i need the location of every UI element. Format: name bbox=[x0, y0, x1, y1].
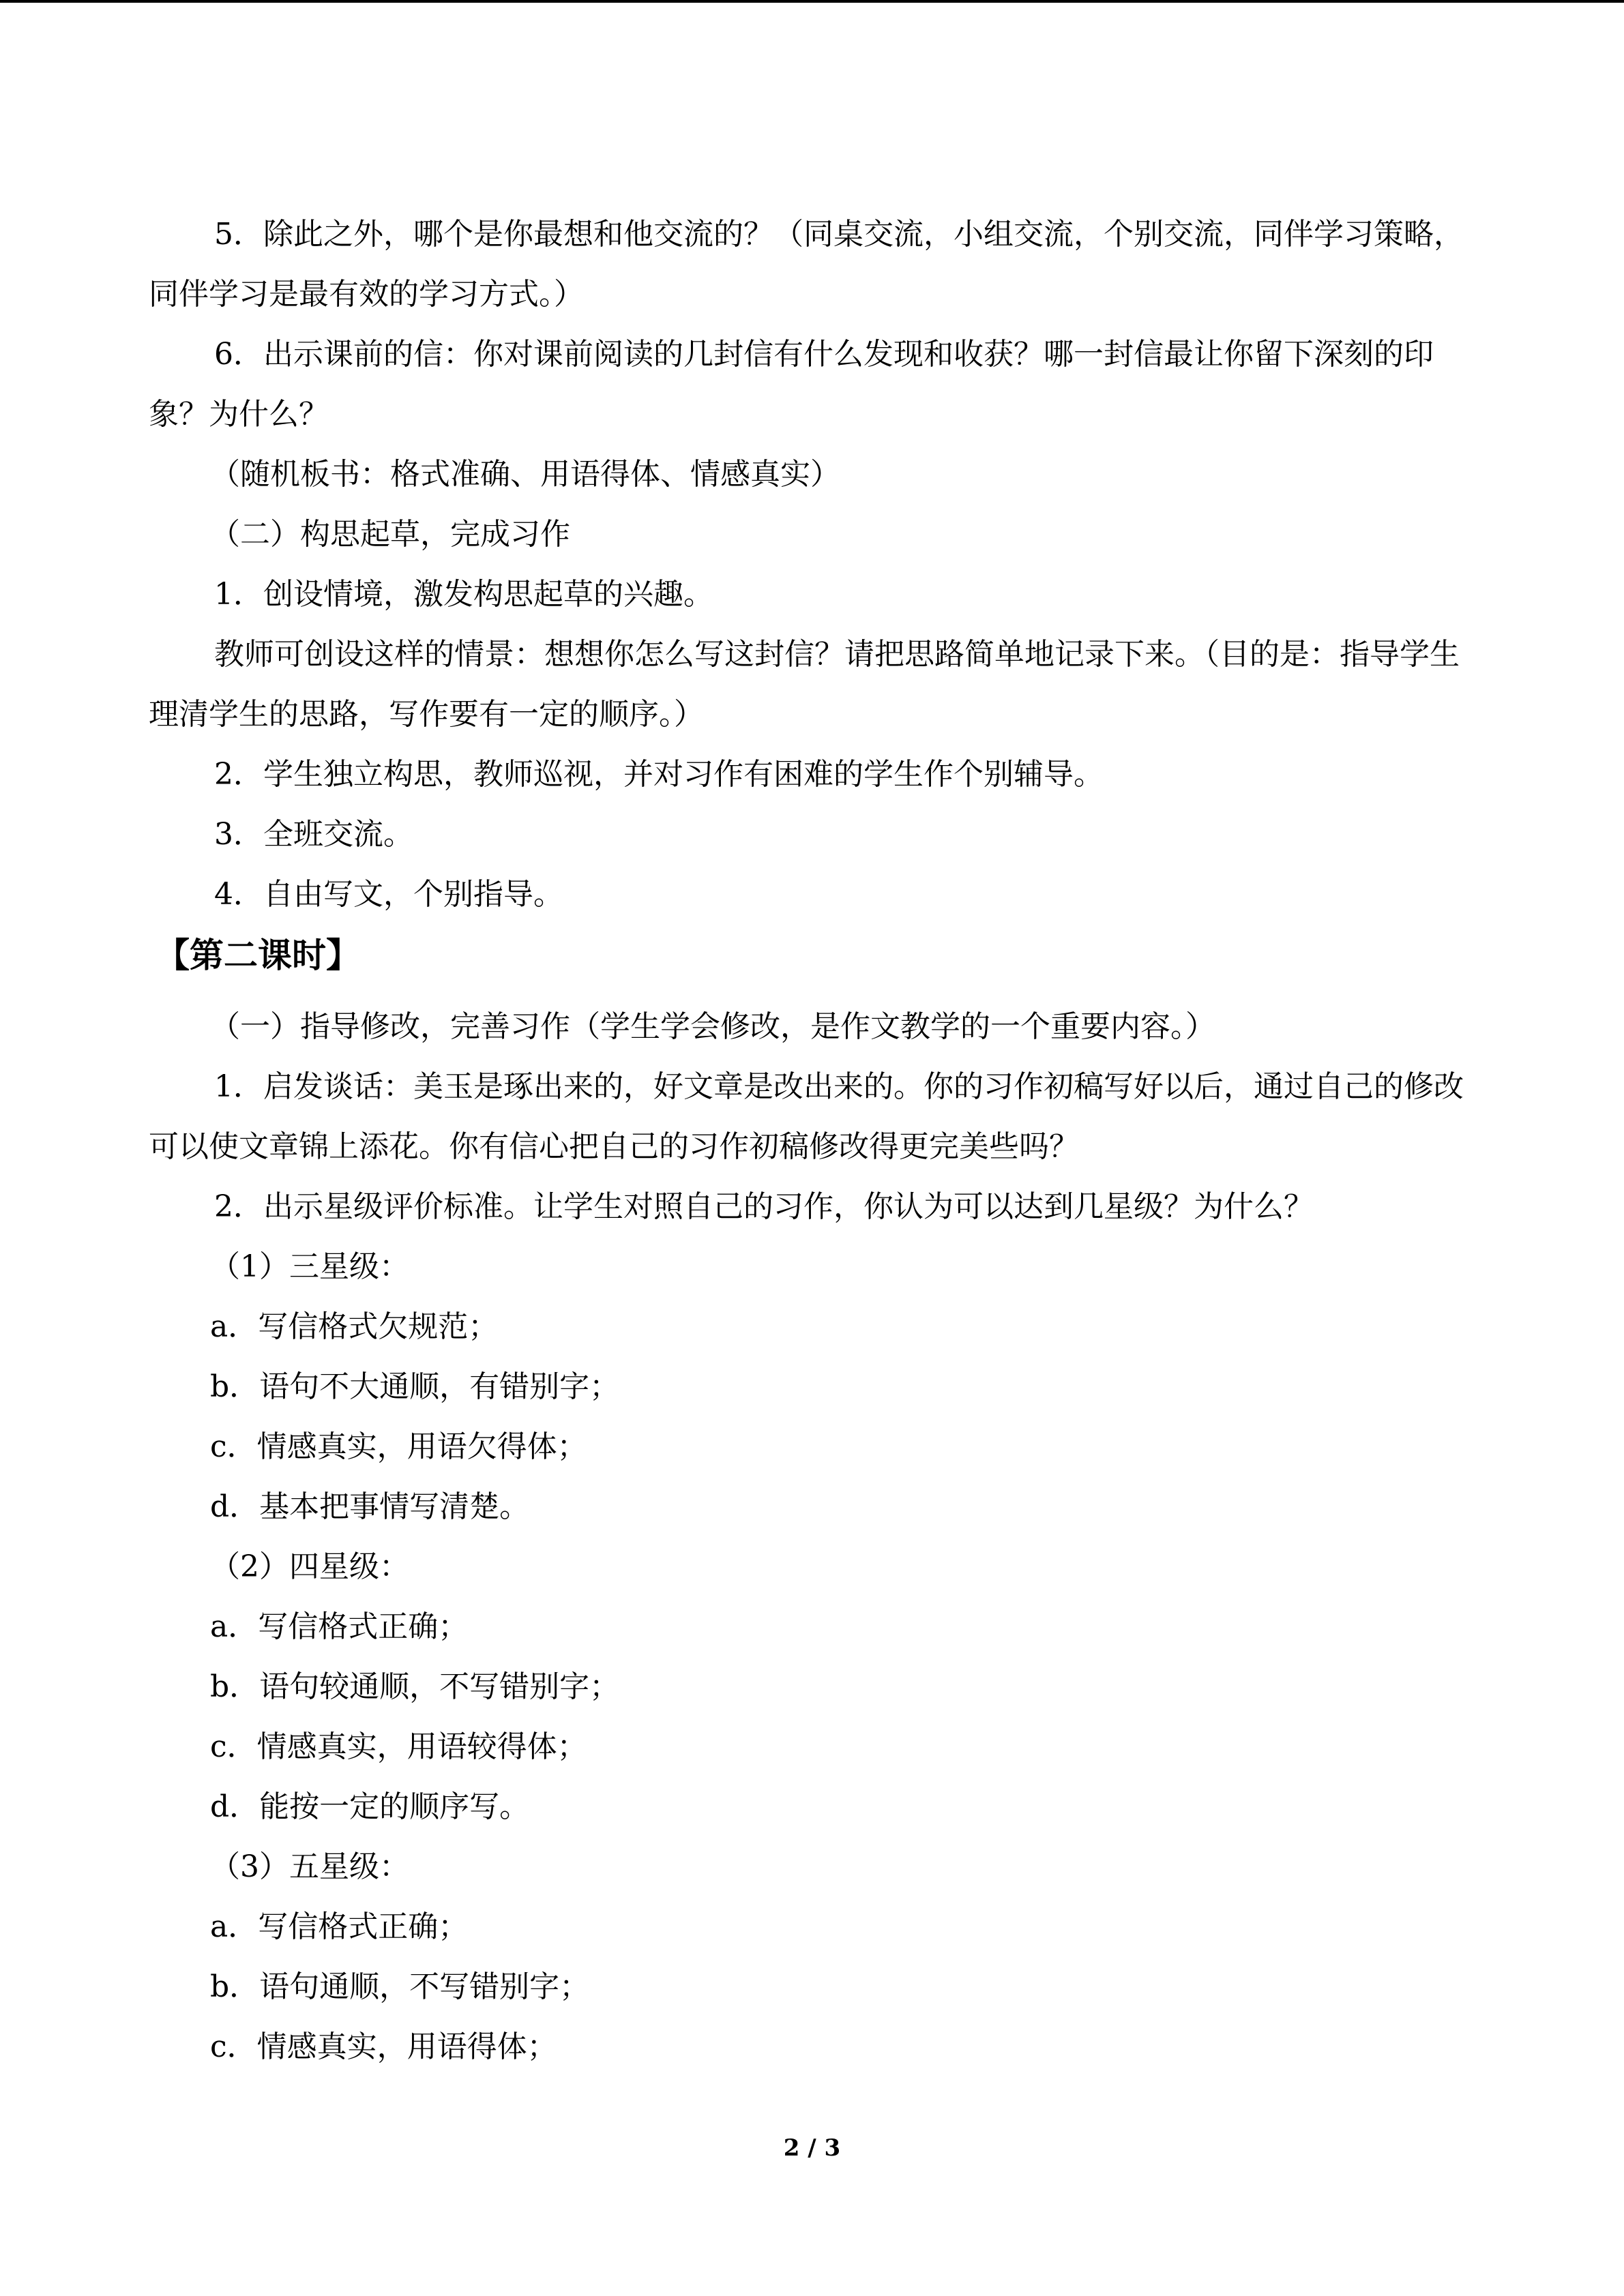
rating-criterion: d．基本把事情写清楚。 bbox=[210, 1489, 530, 1524]
rating-level-title: （3）五星级： bbox=[210, 1849, 409, 1884]
top-border-line bbox=[0, 0, 1624, 3]
rating-level-title: （2）四星级： bbox=[210, 1549, 409, 1584]
rating-criterion: c．情感真实，用语得体； bbox=[210, 2029, 557, 2064]
rating-criterion: a．写信格式正确； bbox=[210, 1609, 469, 1644]
rating-criterion: a．写信格式正确； bbox=[210, 1909, 469, 1944]
page-number: 2 / 3 bbox=[783, 2134, 841, 2162]
rating-criterion: d．能按一定的顺序写。 bbox=[210, 1789, 530, 1824]
rating-criterion: b．语句不大通顺，有错别字； bbox=[210, 1369, 620, 1404]
section-heading: 【第二课时】 bbox=[156, 936, 360, 975]
subsection-title: （二）构思起草，完成习作 bbox=[210, 517, 570, 552]
paragraph: 教师可创设这样的情景：想想你怎么写这封信？请把思路简单地记录下来。（目的是：指导学生理清学生的思路，写作要有一定的顺序。） bbox=[149, 637, 1460, 732]
paragraph: 2．学生独立构思，教师巡视，并对习作有困难的学生作个别辅导。 bbox=[214, 757, 1104, 792]
subsection-title: （一）指导修改，完善习作（学生学会修改，是作文教学的一个重要内容。） bbox=[210, 1009, 1215, 1044]
rating-criterion: b．语句较通顺，不写错别字； bbox=[210, 1669, 620, 1704]
paragraph: （随机板书：格式准确、用语得体、情感真实） bbox=[210, 457, 840, 492]
rating-criterion: a．写信格式欠规范； bbox=[210, 1309, 499, 1344]
paragraph: 3．全班交流。 bbox=[214, 817, 413, 852]
paragraph: 1．创设情境，激发构思起草的兴趣。 bbox=[214, 577, 713, 612]
paragraph: 1．启发谈话：美玉是琢出来的，好文章是改出来的。你的习作初稿写好以后，通过自己的修改可以使文章锦上添花。你有信心把自己的习作初稿修改得更完美些吗？ bbox=[149, 1069, 1464, 1164]
rating-criterion: c．情感真实，用语欠得体； bbox=[210, 1429, 587, 1464]
page-content bbox=[149, 205, 1472, 2077]
rating-criterion: b．语句通顺，不写错别字； bbox=[210, 1969, 590, 2004]
paragraph: 5．除此之外，哪个是你最想和他交流的？（同桌交流，小组交流，个别交流，同伴学习策略，同伴学习是最有效的学习方式。） bbox=[149, 217, 1464, 312]
paragraph: 2．出示星级评价标准。让学生对照自己的习作，你认为可以达到几星级？为什么？ bbox=[214, 1189, 1314, 1224]
rating-level-title: （1）三星级： bbox=[210, 1249, 409, 1284]
rating-criterion: c．情感真实，用语较得体； bbox=[210, 1729, 587, 1764]
paragraph: 4．自由写文，个别指导。 bbox=[214, 877, 563, 912]
paragraph: 6．出示课前的信：你对课前阅读的几封信有什么发现和收获？哪一封信最让你留下深刻的印象？为什么？ bbox=[149, 337, 1434, 432]
